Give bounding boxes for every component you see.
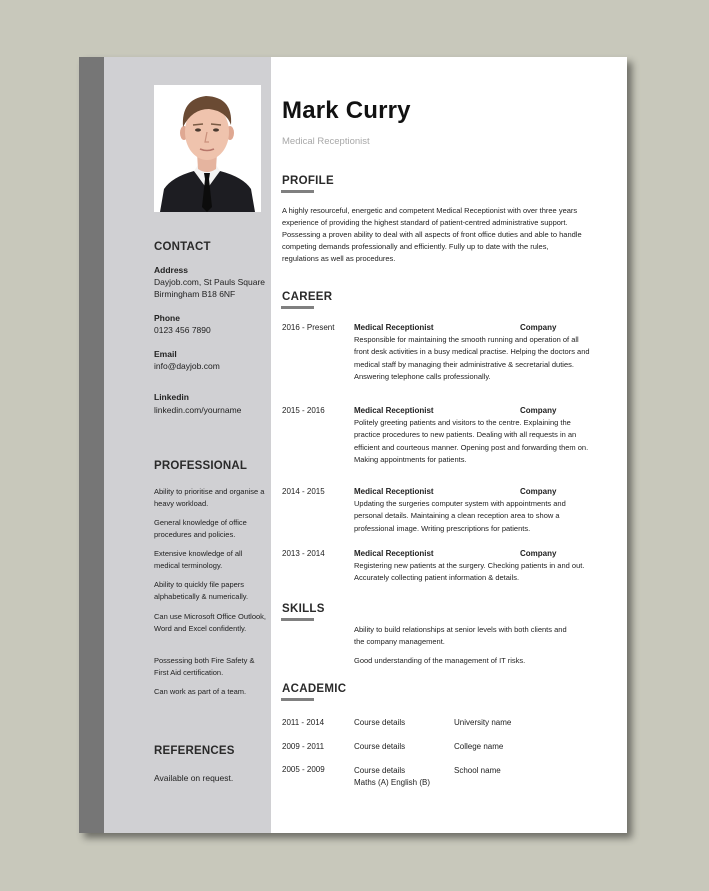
job-role: Medical Receptionist (354, 406, 434, 415)
main-content (271, 57, 627, 833)
professional-item: General knowledge of office procedures and policies. (154, 518, 247, 539)
job-company: Company (520, 487, 557, 496)
job-description: Politely greeting patients and visitors to the centre. Explaining the practice procedures to new patients. Dealing with all requests in an efficient and courteous manner. Opening post and forwarding them on. Making appointments for patients. (354, 418, 589, 464)
academic-course: Course details (354, 766, 406, 775)
academic-date: 2005 - 2009 (282, 765, 325, 774)
phone-label: Phone (154, 313, 180, 323)
linkedin-value: linkedin.com/yourname (154, 405, 242, 415)
email-label: Email (154, 349, 177, 359)
cv-page (79, 57, 627, 833)
academic-school: School name (454, 766, 501, 775)
sidebar (104, 57, 271, 833)
address-line-1: Dayjob.com, St Pauls Square (154, 277, 266, 287)
candidate-name: Mark Curry (282, 97, 411, 124)
professional-item: Ability to quickly file papers alphabetically & numerically. (154, 580, 249, 601)
job-role: Medical Receptionist (354, 487, 434, 496)
email-value: info@dayjob.com (154, 361, 220, 371)
professional-item: Can use Microsoft Office Outlook, Word and Excel confidently. (154, 612, 266, 633)
professional-item: Ability to prioritise and organise a heavy workload. (154, 487, 265, 508)
job-description: Updating the surgeries computer system with appointments and personal details. Maintaining a clean reception area to show a professional image. Writing prescriptions for patients. (354, 499, 566, 533)
job-company: Company (520, 549, 557, 558)
professional-item: Can work as part of a team. (154, 687, 247, 696)
academic-grades: Maths (A) English (B) (354, 778, 431, 787)
sidebar-accent-strip (79, 57, 104, 833)
profile-photo (154, 85, 261, 212)
references-text: Available on request. (154, 773, 234, 783)
job-description: Registering new patients at the surgery. Checking patients in and out. Accurately collecting patient information & details. (354, 561, 585, 583)
section-underline (281, 698, 314, 701)
academic-date: 2011 - 2014 (282, 718, 325, 727)
job-date: 2013 - 2014 (282, 549, 325, 558)
section-underline (281, 618, 314, 621)
professional-heading: PROFESSIONAL (154, 460, 248, 472)
profile-heading: PROFILE (282, 175, 334, 187)
skills-heading: SKILLS (282, 603, 325, 615)
job-date: 2015 - 2016 (282, 406, 325, 415)
academic-heading: ACADEMIC (282, 683, 347, 695)
profile-text: A highly resourceful, energetic and competent Medical Receptionist with over three years experience of providing the highest standard of patient-centred administrative support. Possessing a proven ability to deal with all aspects of front office duties and able to handle competing demands professionally and efficiently. Fully up to date with the rules, regulations as well as procedures. (282, 206, 582, 263)
skill-item: Good understanding of the management of IT risks. (354, 656, 526, 665)
linkedin-label: Linkedin (154, 392, 189, 402)
section-underline (281, 306, 314, 309)
skill-item: Ability to build relationships at senior levels with both clients and the company management. (354, 625, 567, 646)
job-role: Medical Receptionist (354, 323, 434, 332)
academic-school: College name (454, 742, 504, 751)
academic-school: University name (454, 718, 512, 727)
academic-course: Course details (354, 718, 406, 727)
phone-value: 0123 456 7890 (154, 325, 211, 335)
job-role: Medical Receptionist (354, 549, 434, 558)
career-heading: CAREER (282, 291, 333, 303)
job-company: Company (520, 323, 557, 332)
references-heading: REFERENCES (154, 745, 235, 757)
section-underline (281, 190, 314, 193)
job-company: Company (520, 406, 557, 415)
job-title: Medical Receptionist (282, 136, 370, 147)
job-description: Responsible for maintaining the smooth running and operation of all front desk activities in a busy medical practise. Helping the doctors and medical staff by managing their administrative & secretarial duties. Answering telephone calls professionally. (354, 335, 590, 381)
address-label: Address (154, 265, 189, 275)
professional-item: Extensive knowledge of all medical terminology. (154, 549, 243, 570)
contact-heading: CONTACT (154, 241, 211, 253)
job-date: 2016 - Present (282, 323, 335, 332)
job-date: 2014 - 2015 (282, 487, 325, 496)
address-line-2: Birmingham B18 6NF (154, 289, 236, 299)
academic-course: Course details (354, 742, 406, 751)
professional-item: Possessing both Fire Safety & First Aid certification. (154, 656, 255, 677)
academic-date: 2009 - 2011 (282, 742, 325, 751)
